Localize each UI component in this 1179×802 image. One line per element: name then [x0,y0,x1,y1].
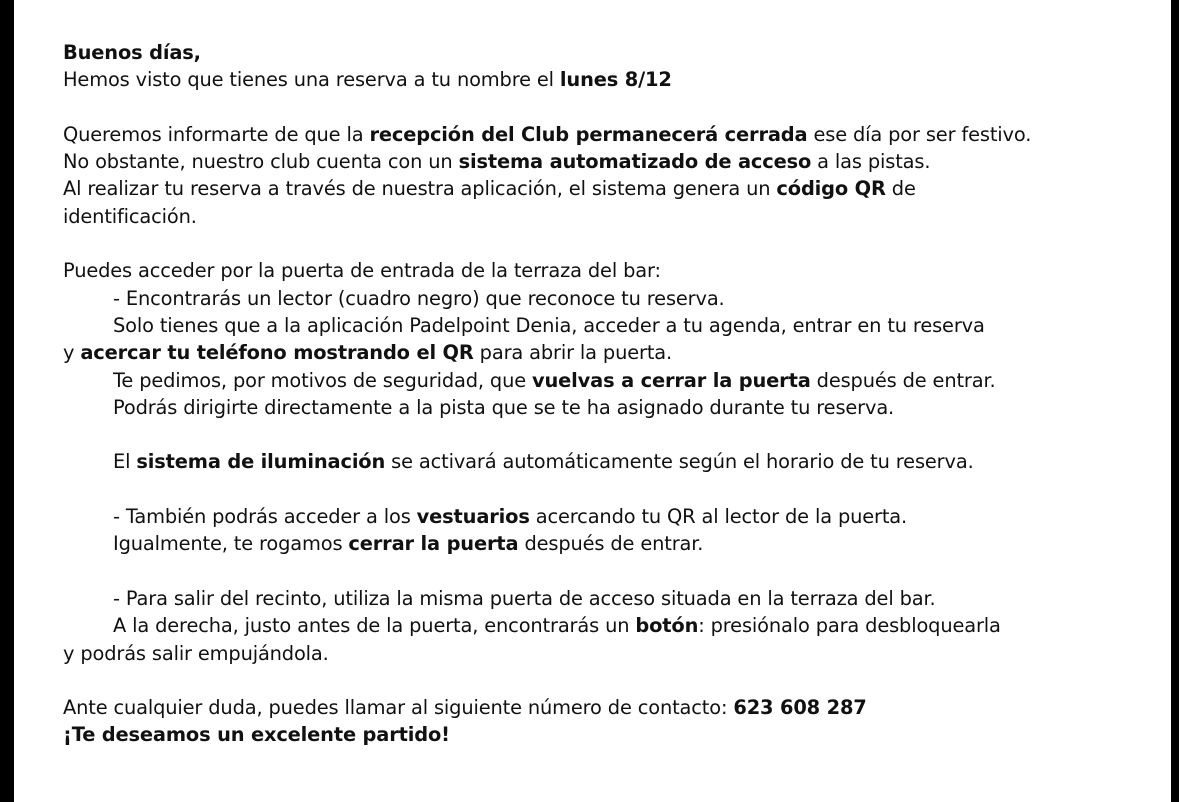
text: acercando tu QR al lector de la puerta. [529,505,908,529]
paragraph-line: identificación. [63,204,197,228]
paragraph-line [63,367,1163,394]
contact-line [63,694,1163,721]
spacer [63,421,1163,448]
closing-line [63,721,1163,748]
paragraph-line: Puedes acceder por la puerta de entrada de la terraza del bar: [63,259,661,283]
closing-text: ¡Te deseamos un excelente partido! [63,723,450,747]
spacer [63,667,1163,694]
text: de [885,177,916,201]
message-body [63,39,1163,749]
text: después de entrar. [810,368,996,392]
paragraph-line [63,612,1163,639]
bold-text: sistema automatizado de acceso [458,150,812,174]
paragraph-line [63,121,1163,148]
text: Te pedimos, por motivos de seguridad, que [113,368,533,392]
reservation-date: lunes 8/12 [559,68,672,92]
bold-text: botón [635,614,699,638]
spacer [63,94,1163,121]
paragraph-line: - Para salir del recinto, utiliza la misma puerta de acceso situada en la terraza del bar. [113,586,936,610]
text: se activará automáticamente según el horario de tu reserva. [385,450,974,474]
bold-text: recepción del Club permanecerá cerrada [369,122,808,146]
text: A la derecha, justo antes de la puerta, encontrarás un [113,614,636,638]
text: y [63,341,81,365]
paragraph-line: Solo tienes que a la aplicación Padelpoint Denia, acceder a tu agenda, entrar en tu reserva [113,313,985,337]
text: Igualmente, te rogamos [113,532,349,556]
text: ese día por ser festivo. [807,122,1032,146]
document-page [14,0,1171,802]
bold-text: código QR [776,177,886,201]
paragraph-line: y podrás salir empujándola. [63,641,329,665]
reservation-line [63,66,1163,93]
paragraph-line [63,448,1163,475]
bold-text: acercar tu teléfono mostrando el QR [80,341,474,365]
bold-text: cerrar la puerta [348,532,519,556]
text: Hemos visto que tienes una reserva a tu nombre el [63,68,560,92]
spacer [63,230,1163,257]
spacer [63,476,1163,503]
paragraph-line: - Encontrarás un lector (cuadro negro) que reconoce tu reserva. [113,286,725,310]
paragraph-line [63,175,1163,202]
paragraph-line [63,148,1163,175]
text: Queremos informarte de que la [63,122,370,146]
text: para abrir la puerta. [473,341,673,365]
bold-text: sistema de iluminación [136,450,386,474]
text: a las pistas. [811,150,931,174]
paragraph-line [63,339,1163,366]
bold-text: vuelvas a cerrar la puerta [532,368,811,392]
text: : presiónalo para desbloquearla [698,614,1001,638]
phone-number: 623 608 287 [733,696,867,720]
text: El [113,450,137,474]
text: Ante cualquier duda, puedes llamar al siguiente número de contacto: [63,696,734,720]
text: Al realizar tu reserva a través de nuestra aplicación, el sistema genera un [63,177,777,201]
text: No obstante, nuestro club cuenta con un [63,150,459,174]
paragraph-line [63,530,1163,557]
spacer [63,558,1163,585]
greeting: Buenos días, [63,41,201,64]
paragraph-line [63,503,1163,530]
text: después de entrar. [518,532,704,556]
bold-text: vestuarios [416,505,530,529]
paragraph-line: Podrás dirigirte directamente a la pista que se te ha asignado durante tu reserva. [113,395,895,419]
greeting-line [63,39,1163,66]
text: - También podrás acceder a los [113,505,417,529]
